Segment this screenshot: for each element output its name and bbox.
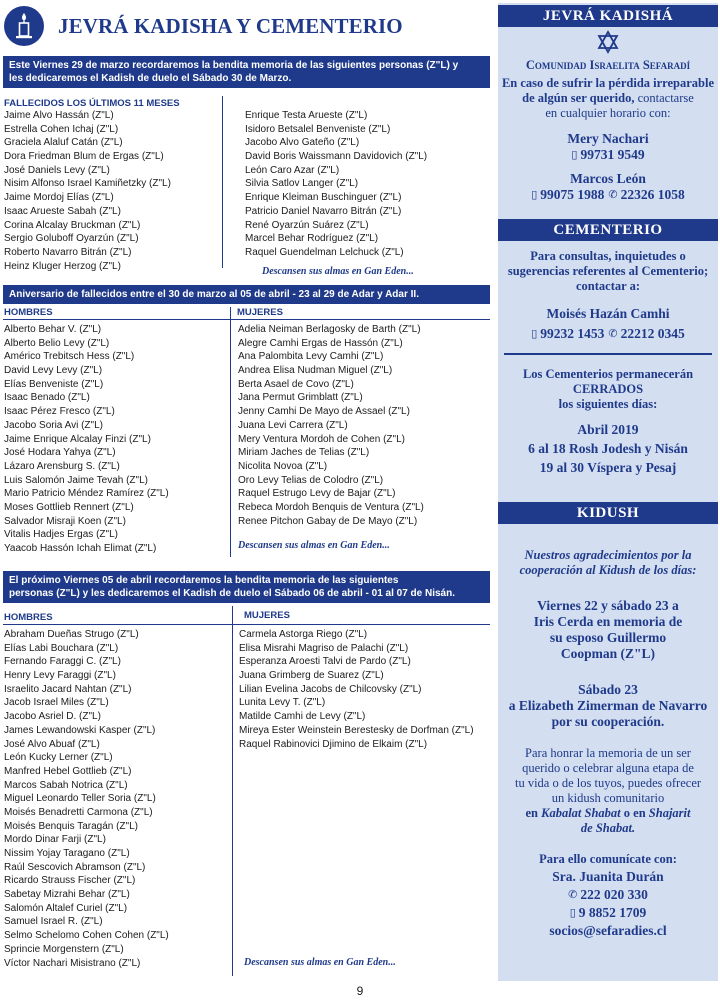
list-item: Samuel Israel R. (Z"L) <box>4 916 103 928</box>
list-item: Salvador Misraji Koen (Z"L) <box>4 515 126 527</box>
kidush-entry: Viernes 22 y sábado 23 a <box>537 598 679 613</box>
list-item: Alberto Belio Levy (Z"L) <box>4 337 110 349</box>
list-item: Yaacob Hassón Ichah Elimat (Z"L) <box>4 543 157 554</box>
list-item: Juana Grimberg de Suarez (Z"L) <box>239 670 384 682</box>
list-item: Isaac Pérez Fresco (Z"L) <box>4 406 115 418</box>
list-item: José Hodara Yahya (Z"L) <box>4 447 116 459</box>
closed-text: los siguientes días: <box>558 397 658 411</box>
closed-month: Abril 2019 <box>577 422 639 437</box>
list-item: Andrea Elisa Nudman Miguel (Z"L) <box>238 365 393 377</box>
list-item: Israelito Jacard Nahtan (Z"L) <box>4 683 132 695</box>
blessing-text-2: Descansen sus almas en Gan Eden... <box>238 540 390 551</box>
kidush-entry: Sábado 23 <box>578 682 638 697</box>
cementerio-box <box>498 249 718 342</box>
deceased-last-months-label: FALLECIDOS LOS ÚLTIMOS 11 MESES <box>4 98 180 109</box>
phone-icon: ✆ <box>568 888 578 901</box>
memorial-banner-1: Este Viernes 29 de marzo recordaremos la bendita memoria de las siguientes personas (Z"L) y les dedicaremos el Kadish de duelo el Sábado 30 de Marzo. <box>3 56 490 88</box>
list-item: Ana Palombita Levy Camhi (Z"L) <box>238 351 384 363</box>
list-item: Mery Ventura Mordoh de Cohen (Z"L) <box>238 433 405 445</box>
blessing-text-1: Descansen sus almas en Gan Eden... <box>262 266 414 277</box>
list-item: Carmela Astorga Riego (Z"L) <box>239 629 368 640</box>
list-item: Juana Levi Carrera (Z"L) <box>238 419 348 431</box>
list-item: Renee Pitchon Gabay de De Mayo (Z"L) <box>238 515 418 527</box>
kidush-honor-text: de Shabat. <box>580 821 636 835</box>
men-label: HOMBRES <box>4 612 53 623</box>
list-item: Enrique Kleiman Buschinguer (Z"L) <box>245 192 402 204</box>
jevra-intro-3: en cualquier horario con: <box>545 106 671 120</box>
kidush-entry: por su cooperación. <box>551 714 665 729</box>
mobile-icon: ▯ <box>531 188 538 201</box>
list-item: Nisim Alfonso Israel Kamiñetzky (Z"L) <box>4 178 171 190</box>
cemetery-closed-box <box>498 367 718 476</box>
list-item: Marcel Behar Rodríguez (Z"L) <box>245 233 379 245</box>
kidush-entry: su esposo Guillermo <box>549 630 667 645</box>
list-item: Moisés Benquis Taragán (Z"L) <box>4 820 138 832</box>
cementerio-header: CEMENTERIO <box>498 219 718 241</box>
list-item: Sergio Goluboff Oyarzún (Z"L) <box>4 233 139 245</box>
list-item: José Daniels Levy (Z"L) <box>4 164 110 176</box>
list-item: Sprincie Morgenstern (Z"L) <box>4 943 124 955</box>
contact-mobile: ▯ 99731 9549 <box>571 147 645 162</box>
cementerio-text: sugerencias referentes al Cementerio; <box>507 264 709 278</box>
women-label: MUJERES <box>237 307 283 318</box>
kidush-entry: Coopman (Z"L) <box>560 646 656 661</box>
anniversary-women-list <box>238 323 424 528</box>
list-item: James Lewandowski Kasper (Z"L) <box>4 724 156 736</box>
contact-name: Mery Nachari <box>567 131 649 146</box>
list-item: Rebeca Mordoh Benquis de Ventura (Z"L) <box>238 501 424 513</box>
list-item: Henry Levy Faraggi (Z"L) <box>4 670 116 682</box>
deceased-list-right <box>245 109 427 260</box>
kidush-honor-text: Para honrar la memoria de un ser <box>525 746 691 760</box>
list-item: Isaac Arueste Sabah (Z"L) <box>4 205 121 217</box>
star-of-david-icon <box>498 30 718 56</box>
list-item: Vitalis Hadjes Ergas (Z"L) <box>4 529 118 541</box>
list-item: David Levy Levy (Z"L) <box>4 365 103 377</box>
contact-email[interactable]: socios@sefaradies.cl <box>549 923 667 938</box>
closed-days: 19 al 30 Víspera y Pesaj <box>539 460 677 475</box>
contact-name: Marcos León <box>570 171 646 186</box>
list-item: Lázaro Arensburg S. (Z"L) <box>4 460 120 472</box>
header-rule <box>3 624 490 625</box>
memorial-banner-2: El próximo Viernes 05 de abril recordaremos la bendita memoria de las siguientes personas (Z"L) y les dedicaremos el Kadish de duelo el Sábado 06 de abril - 01 al 07 de Nisán. <box>3 571 490 603</box>
cementerio-text: Para consultas, inquietudes o <box>530 249 686 263</box>
women-label: MUJERES <box>244 610 290 621</box>
list-item: Matilde Camhi de Levy (Z"L) <box>239 711 366 723</box>
sidebar-panel <box>498 3 718 981</box>
list-item: Jana Permut Grimblatt (Z"L) <box>238 392 363 404</box>
closed-text: Los Cementerios permanecerán <box>522 367 694 381</box>
header-rule <box>3 319 490 320</box>
list-item: Jacob Israel Miles (Z"L) <box>4 697 109 709</box>
list-item: Moses Gottlieb Rennert (Z"L) <box>4 501 134 513</box>
section-divider <box>504 353 712 355</box>
list-item: Elías Labi Bouchara (Z"L) <box>4 642 119 654</box>
list-item: Mordo Dinar Farji (Z"L) <box>4 834 106 846</box>
phone-icon: ✆ <box>608 188 618 201</box>
list-item: René Oyarzún Suárez (Z"L) <box>245 219 369 231</box>
deceased-list-left <box>4 109 171 273</box>
page-number: 9 <box>356 984 364 998</box>
list-item: Berta Asael de Covo (Z"L) <box>238 378 354 390</box>
jevra-intro-2: de algún ser querido, contactarse <box>522 91 694 105</box>
contact-phones: ▯ 99232 1453 ✆ 22212 0345 <box>531 326 685 341</box>
kidush-thanks: Nuestros agradecimientos por la <box>524 548 692 562</box>
list-item: Esperanza Aroesti Talvi de Pardo (Z"L) <box>239 656 411 668</box>
list-item: Mario Patricio Méndez Ramírez (Z"L) <box>4 488 169 500</box>
list-item: Raquel Rabinovici Djimino de Elkaim (Z"L) <box>239 738 428 750</box>
list-item: José Alvo Abuaf (Z"L) <box>4 738 100 750</box>
list-item: Dora Friedman Blum de Ergas (Z"L) <box>4 151 164 163</box>
anniversary-banner: Aniversario de fallecidos entre el 30 de marzo al 05 de abril - 23 al 29 de Adar y Adar II. <box>3 285 490 304</box>
list-item: Abraham Dueñas Strugo (Z"L) <box>4 629 139 640</box>
list-item: Moisés Benadretti Carmona (Z"L) <box>4 806 153 818</box>
phone-icon: ✆ <box>608 327 618 340</box>
list-item: Jacobo Asriel D. (Z"L) <box>4 711 101 723</box>
list-item: Patricio Daniel Navarro Bitrán (Z"L) <box>245 205 402 217</box>
kidush-honor-text: tu vida o de los tuyos, puedes ofrecer <box>514 776 702 790</box>
list-item: Isidoro Betsalel Benveniste (Z"L) <box>245 123 391 135</box>
contact-phones: ▯ 99075 1988 ✆ 22326 1058 <box>531 187 685 202</box>
list-item: Corina Alcalay Bruckman (Z"L) <box>4 219 141 231</box>
column-divider <box>232 606 233 976</box>
list-item: Estrella Cohen Ichaj (Z"L) <box>4 123 119 135</box>
kidush-header: KIDUSH <box>498 502 718 524</box>
list-item: Raúl Sescovich Abramson (Z"L) <box>4 861 146 873</box>
list-item: Ricardo Strauss Fischer (Z"L) <box>4 875 136 887</box>
mobile-icon: ▯ <box>531 327 538 340</box>
kidush-thanks: cooperación al Kidush de los días: <box>519 563 697 577</box>
list-item: David Boris Waissmann Davidovich (Z"L) <box>245 151 428 163</box>
kidush-entry: a Elizabeth Zimerman de Navarro <box>508 698 708 713</box>
list-item: Alberto Behar V. (Z"L) <box>4 324 102 335</box>
list-item: Jenny Camhi De Mayo de Assael (Z"L) <box>238 406 410 418</box>
list-item: Graciela Alaluf Catán (Z"L) <box>4 137 123 149</box>
list-item: Miriam Jaches de Telias (Z"L) <box>238 447 370 459</box>
closed-text: CERRADOS <box>572 382 644 396</box>
page-title: JEVRÁ KADISHA Y CEMENTERIO <box>58 14 403 38</box>
list-item: León Caro Azar (Z"L) <box>245 164 340 176</box>
list-item: Selmo Schelomo Cohen Cohen (Z"L) <box>4 930 169 942</box>
list-item: Jacobo Alvo Gateño (Z"L) <box>245 137 360 149</box>
list-item: Jaime Enrique Alcalay Finzi (Z"L) <box>4 433 151 445</box>
list-item: Elías Benveniste (Z"L) <box>4 378 104 390</box>
contact-phone: ✆ 222 020 330 <box>568 887 648 902</box>
list-item: Raquel Estrugo Levy de Bajar (Z"L) <box>238 488 396 500</box>
list-item: Luis Salomón Jaime Tevah (Z"L) <box>4 474 148 486</box>
contact-mobile: ▯ 9 8852 1709 <box>569 905 647 920</box>
list-item: León Kucky Lerner (Z"L) <box>4 752 113 764</box>
list-item: Marcos Sabah Notrica (Z"L) <box>4 779 128 791</box>
list-item: Isaac Benado (Z"L) <box>4 392 90 404</box>
list-item: Silvia Satlov Langer (Z"L) <box>245 178 359 190</box>
blessing-text-3: Descansen sus almas en Gan Eden... <box>244 957 396 968</box>
list-item: Sabetay Mizrahi Behar (Z"L) <box>4 889 130 901</box>
list-item: Salomón Altalef Curiel (Z"L) <box>4 902 128 914</box>
list-item: Nicolita Novoa (Z"L) <box>238 460 328 472</box>
jevra-intro-1: En caso de sufrir la pérdida irreparable <box>501 76 715 90</box>
closed-days: 6 al 18 Rosh Jodesh y Nisán <box>528 441 688 456</box>
kidush-honor-text: un kidush comunitario <box>551 791 665 805</box>
kadish-women-list <box>239 628 474 751</box>
list-item: Enrique Testa Arueste (Z"L) <box>245 110 368 121</box>
kidush-box <box>498 548 718 939</box>
list-item: Jaime Alvo Hassán (Z"L) <box>4 110 114 121</box>
list-item: Lilian Evelina Jacobs de Chilcovsky (Z"L) <box>239 683 422 695</box>
list-item: Jacobo Soria Avi (Z"L) <box>4 419 103 431</box>
list-item: Américo Trebitsch Hess (Z"L) <box>4 351 135 363</box>
anniversary-men-list <box>4 323 169 556</box>
men-label: HOMBRES <box>4 307 53 318</box>
kidush-contact-intro: Para ello comunícate con: <box>539 852 677 866</box>
candle-icon <box>4 6 44 46</box>
list-item: Alegre Camhi Ergas de Hassón (Z"L) <box>238 337 403 349</box>
jevra-kadisha-box <box>498 30 718 203</box>
list-item: Elisa Misrahi Magriso de Palachi (Z"L) <box>239 642 409 654</box>
kidush-honor-text: querido o celebrar alguna etapa de <box>522 761 694 775</box>
kadish-men-list <box>4 628 169 970</box>
list-item: Adelia Neiman Berlagosky de Barth (Z"L) <box>238 324 421 335</box>
list-item: Roberto Navarro Bitrán (Z"L) <box>4 246 132 258</box>
kidush-honor-text: en Kabalat Shabat o en Shajarit <box>525 806 691 820</box>
contact-name: Moisés Hazán Camhi <box>546 306 670 321</box>
list-item: Jaime Mordoj Elías (Z"L) <box>4 192 114 204</box>
cementerio-text: contactar a: <box>576 279 640 293</box>
community-name: Comunidad Israelita Sefaradí <box>525 58 691 72</box>
list-item: Fernando Faraggi C. (Z"L) <box>4 656 121 668</box>
list-item: Nissim Yojay Taragano (Z"L) <box>4 848 130 859</box>
contact-name: Sra. Juanita Durán <box>552 869 664 884</box>
list-item: Manfred Hebel Gottlieb (Z"L) <box>4 765 132 777</box>
list-item: Heinz Kluger Herzog (Z"L) <box>4 260 121 272</box>
jevra-kadisha-header: JEVRÁ KADISHÁ <box>498 5 718 27</box>
list-item: Lunita Levy T. (Z"L) <box>239 697 326 709</box>
list-item: Raquel Guendelman Lelchuck (Z"L) <box>245 246 404 258</box>
column-divider <box>230 307 231 557</box>
list-item: Víctor Nachari Misistrano (Z"L) <box>4 957 141 969</box>
kidush-entry: Iris Cerda en memoria de <box>533 614 683 629</box>
column-divider <box>222 96 223 268</box>
mobile-icon: ▯ <box>569 906 576 919</box>
list-item: Miguel Leonardo Teller Soria (Z"L) <box>4 793 156 805</box>
list-item: Oro Levy Telias de Colodro (Z"L) <box>238 474 384 486</box>
list-item: Mireya Ester Weinstein Berestesky de Dorfman (Z"L) <box>239 724 474 736</box>
mobile-icon: ▯ <box>571 148 578 161</box>
